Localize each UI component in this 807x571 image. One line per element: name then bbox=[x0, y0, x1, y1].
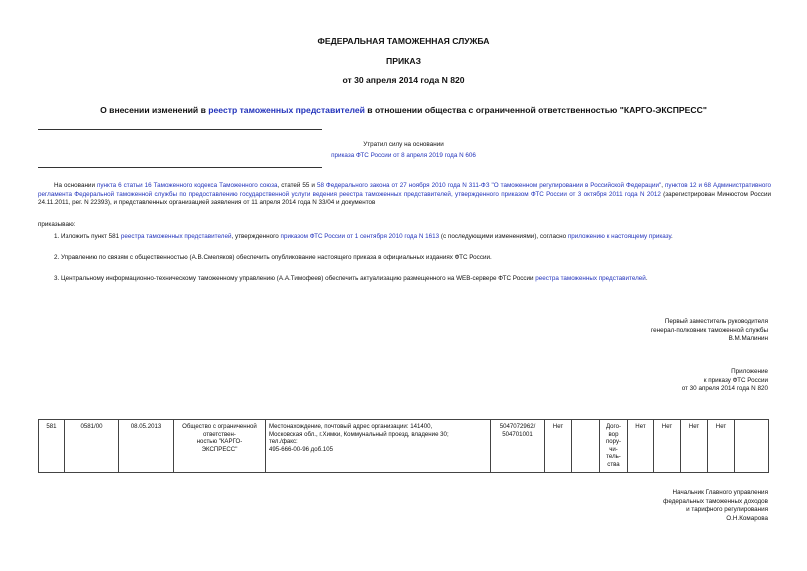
company-line-4: ЭКСПРЕСС" bbox=[201, 445, 238, 453]
address-line-3: тел./факс: bbox=[269, 438, 298, 446]
appendix-link[interactable]: приложению к настоящему приказу bbox=[567, 233, 672, 240]
item1-text-4: . bbox=[671, 233, 673, 240]
cell-reg-number: 0581/00 bbox=[65, 420, 119, 473]
appendix-header bbox=[468, 368, 768, 394]
cell-col13: Нет bbox=[708, 420, 735, 473]
repeal-order-link[interactable]: приказа ФТС России от 8 апреля 2019 года N 606 bbox=[331, 152, 476, 159]
inn-line-1: 5047072962/ bbox=[499, 423, 536, 430]
cell-col7: Нет bbox=[545, 420, 572, 473]
company-line-2: ответствен- bbox=[203, 430, 236, 438]
registry-link-item1[interactable]: реестра таможенных представителей bbox=[120, 233, 232, 240]
cell-inn-kpp bbox=[491, 420, 545, 473]
title-prefix: О внесении изменений в bbox=[100, 105, 209, 115]
admin-regulation-link[interactable]: пунктов 12 и 68 Административного регламента Федеральной таможенной службы по предоставлению государственной услуги ведения реестра таможенных представителей, утвержденного приказом ФТС России от 3 октября 2011 года N 2012 bbox=[38, 182, 772, 198]
separator-line-bottom bbox=[38, 167, 322, 168]
item3-text-2: . bbox=[645, 275, 648, 282]
cell-number: 581 bbox=[39, 420, 65, 473]
title-registry-link[interactable]: реестр таможенных представителей bbox=[208, 105, 365, 115]
agency-name: ФЕДЕРАЛЬНАЯ ТАМОЖЕННАЯ СЛУЖБА bbox=[317, 36, 490, 46]
registry-link-item3[interactable]: реестра таможенных представителей bbox=[535, 275, 646, 282]
status-text: Утратил силу на основании bbox=[363, 141, 444, 148]
appendix-date: от 30 апреля 2014 года N 820 bbox=[681, 385, 768, 393]
preamble-paragraph bbox=[38, 182, 771, 208]
customs-code-link[interactable]: пункта 6 статьи 16 Таможенного кодекса Таможенного союза bbox=[96, 182, 278, 189]
order-item-1 bbox=[54, 233, 774, 242]
signature-block bbox=[468, 318, 768, 344]
title-suffix: в отношении общества с ограниченной ответственностью "КАРГО-ЭКСПРЕСС" bbox=[364, 105, 707, 115]
orders-label: приказываю: bbox=[38, 221, 76, 228]
document-date-number: от 30 апреля 2014 года N 820 bbox=[342, 75, 465, 85]
item3-text-1: 3. Центральному информационно-техническому таможенному управлению (А.А.Тимофеев) обеспечить актуализацию размещенного на WEB-сервере ФТС России bbox=[54, 275, 536, 282]
table-row bbox=[39, 420, 769, 473]
appendix-ref: к приказу ФТС России bbox=[703, 376, 768, 384]
cell-contract bbox=[600, 420, 628, 473]
contract-line-1: Дого- bbox=[605, 423, 622, 430]
signature-position: Первый заместитель руководителя bbox=[664, 318, 768, 325]
contract-line-4: тель- bbox=[606, 453, 621, 461]
footer-position-3: и тарифного регулирования bbox=[686, 506, 768, 514]
separator-line-top bbox=[38, 129, 322, 130]
company-line-1: Общество с ограниченной bbox=[182, 423, 257, 430]
footer-signature-block bbox=[468, 489, 768, 523]
company-line-3: ностью "КАРГО- bbox=[196, 438, 243, 446]
federal-law-link[interactable]: 58 Федерального закона от 27 ноября 2010 года N 311-ФЗ "О таможенном регулировании в Российской Федерации" bbox=[316, 182, 662, 189]
item1-text-2: , утвержденного bbox=[231, 233, 281, 240]
footer-position-1: Начальник Главного управления bbox=[672, 489, 768, 496]
preamble-text-3: , bbox=[661, 182, 666, 189]
preamble-text-2: , статей 55 и bbox=[277, 182, 317, 189]
order-1613-link[interactable]: приказом ФТС России от 1 сентября 2010 года N 1613 bbox=[280, 233, 440, 240]
cell-address bbox=[266, 420, 491, 473]
footer-name: О.Н.Комарова bbox=[726, 514, 768, 522]
contract-line-5: ства bbox=[607, 460, 620, 468]
signature-rank: генерал-полковник таможенной службы bbox=[650, 326, 768, 334]
order-item-3 bbox=[54, 275, 774, 284]
cell-col14 bbox=[735, 420, 769, 473]
document-type: ПРИКАЗ bbox=[386, 56, 421, 66]
address-line-2: Московская обл., г.Химки, Коммунальный проезд, владение 30; bbox=[269, 430, 449, 438]
status-line bbox=[0, 152, 807, 161]
cell-date: 08.05.2013 bbox=[119, 420, 174, 473]
cell-col10: Нет bbox=[628, 420, 654, 473]
cell-col11: Нет bbox=[654, 420, 681, 473]
address-line-4: 495-666-00-96 доб.105 bbox=[269, 445, 333, 453]
cell-company bbox=[174, 420, 266, 473]
footer-position-2: федеральных таможенных доходов bbox=[663, 497, 768, 505]
signature-name: В.М.Малинин bbox=[728, 335, 768, 343]
item1-text-1: 1. Изложить пункт 581 bbox=[54, 233, 121, 240]
item1-text-3: (с последующими изменениями), согласно bbox=[439, 233, 568, 240]
document-title bbox=[0, 105, 807, 115]
contract-line-2: вор пору- bbox=[605, 430, 622, 446]
contract-line-3: чи- bbox=[609, 445, 618, 453]
cell-col12: Нет bbox=[681, 420, 708, 473]
cell-col8 bbox=[572, 420, 600, 473]
appendix-title: Приложение bbox=[731, 368, 768, 375]
address-line-1: Местонахождение, почтовый адрес организации: 141400, bbox=[269, 423, 433, 430]
registry-table bbox=[38, 419, 769, 473]
preamble-text-1: На основании bbox=[54, 182, 97, 189]
order-item-2: 2. Управлению по связям с общественностью (А.В.Смеляков) обеспечить опубликование настоящего приказа в официальных изданиях ФТС России. bbox=[54, 254, 492, 261]
preamble-text-4: (зарегистрирован Минюстом России 24.11.2011, рег. N 22393), и представленных организацией заявления от 11 апреля 2014 года N 33/04 и документов bbox=[38, 190, 771, 207]
inn-line-2: 504701001 bbox=[502, 430, 533, 438]
